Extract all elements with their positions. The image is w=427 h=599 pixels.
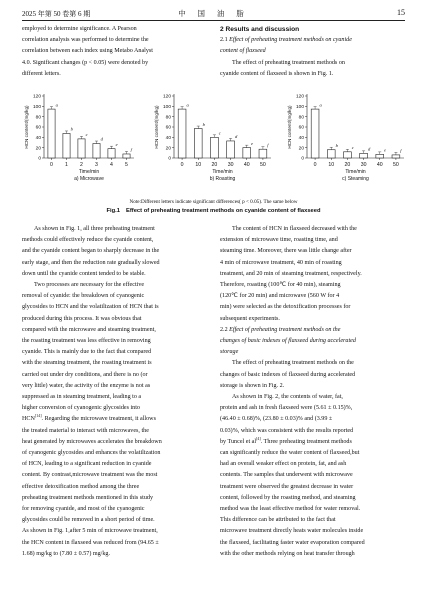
subsection-title-line: Effect of preheating treatment methods on cyanide	[229, 37, 352, 44]
text-line: methods could effectively reduce the cyanide content,	[22, 237, 154, 244]
text-line: with the steaming treatment, the roasting treatment is	[22, 360, 152, 367]
text-line: cyanide. This is mainly due to the fact that compared	[22, 349, 152, 356]
citation: [4]	[256, 435, 261, 441]
y-tick-label: 100	[32, 105, 41, 111]
text-line	[22, 414, 207, 425]
text-line: This difference can be attributed to the fact that	[220, 517, 336, 524]
right-body-text	[220, 224, 405, 560]
x-tick-label: 1	[65, 162, 68, 168]
text-line: As shown in Fig. 1,after 5 min of microwave treatment,	[22, 528, 158, 535]
x-tick-label: 50	[393, 162, 399, 168]
text-line: of HCN, leading to a significant reduction in cyanide	[22, 461, 152, 468]
text-line: The effect of preheating treatment methods on the	[232, 360, 354, 367]
text-line: higher conversion of cyanogenic glycosides into	[22, 405, 140, 412]
x-tick-label: 20	[211, 162, 218, 168]
significance-letter: b	[335, 142, 338, 148]
significance-letter: d	[100, 136, 103, 142]
x-tick-label: 0	[180, 162, 184, 168]
text-line: very little) water, the activity of the enzyme is not as	[22, 382, 151, 389]
text-line: produced during this process. It was obvious that	[22, 315, 142, 322]
bar	[327, 150, 335, 158]
text-line: employed to determine significance. A Pearson	[22, 26, 137, 32]
text-fragment: by Tuncel et al	[220, 438, 257, 445]
y-tick-label: 120	[295, 94, 304, 100]
text-line: for removing cyanide, and most of the cyanogenic	[22, 506, 145, 513]
bar-chart-roasting	[152, 90, 277, 198]
y-tick-label: 0	[38, 156, 41, 162]
significance-letter: f	[267, 142, 269, 148]
header-rule	[22, 20, 405, 21]
text-line: different letters.	[22, 70, 61, 77]
bar	[211, 137, 219, 158]
subsection-number: 2.1	[220, 37, 228, 44]
y-tick-label: 80	[165, 115, 171, 121]
text-fragment: HCN	[22, 416, 35, 423]
panel-label: b) Roasting	[209, 176, 236, 182]
panel-label: a) Microwave	[74, 176, 104, 182]
y-tick-label: 40	[165, 136, 171, 142]
page-header	[22, 6, 405, 20]
subsection-title-line: storage	[220, 349, 239, 356]
x-tick-label: 30	[360, 162, 367, 168]
text-line: the roasting treatment was less effective in removing	[22, 338, 151, 345]
text-line: removal of cyanide: the breakdown of cyanogenic	[22, 293, 145, 300]
bar	[93, 144, 100, 158]
figure-caption-text: Effect of preheating treatment methods on cyanide content of flaxseed	[125, 208, 321, 214]
text-line: effective detoxification method among the three	[22, 483, 140, 490]
bar	[48, 109, 55, 158]
x-axis-label: Time/min	[212, 169, 233, 175]
text-line: Therefore, roasting (100℃ for 40 min), steaming	[220, 282, 341, 289]
x-tick-label: 40	[376, 162, 383, 168]
x-axis-label: Time/min	[345, 169, 366, 175]
significance-letter: d	[367, 146, 371, 152]
bar	[243, 148, 251, 158]
text-line: carried out under dry conditions, and there is no (or	[22, 371, 148, 378]
text-line: down until the cyanide content tended to be stable.	[22, 270, 146, 277]
text-line: glycosides to HCN and the volatilization of HCN that is	[22, 304, 159, 311]
text-line: can significantly reduce the water content of flaxseed,but	[220, 450, 360, 457]
results-section	[220, 24, 405, 80]
text-line: the flaxseed, facilitating faster water evaporation compared	[220, 539, 365, 546]
x-tick-label: 50	[260, 162, 266, 168]
bar	[178, 109, 186, 158]
significance-letter: f	[130, 147, 132, 153]
significance-letter: d	[234, 134, 238, 140]
y-tick-label: 60	[298, 125, 304, 131]
bar	[392, 155, 400, 158]
bar	[344, 152, 352, 158]
y-tick-label: 20	[165, 146, 171, 152]
bar	[108, 149, 115, 158]
text-line: 1.68) mg/kg to (7.80 ± 0.57) mg/kg.	[22, 550, 110, 557]
text-line: compared with the microwave and steaming treatment,	[22, 326, 156, 333]
y-tick-label: 40	[298, 136, 304, 142]
x-tick-label: 10	[328, 162, 335, 168]
bar	[311, 109, 319, 158]
y-tick-label: 40	[35, 136, 41, 142]
subsection-title-line: Effect of preheating treatment methods on the	[229, 326, 341, 333]
y-axis-label: HCN content/(mg/kg)	[287, 105, 292, 149]
subsection-title-line: content of flaxseed	[220, 48, 266, 55]
figure-note: Note:Different letters indicate significant differences( p < 0.05). The same below	[129, 199, 298, 205]
x-tick-label: 0	[50, 162, 53, 168]
y-tick-label: 120	[162, 94, 171, 100]
text-line: content. By contrast,microwave treatment was the most	[22, 472, 158, 479]
significance-letter: e	[384, 147, 387, 153]
text-line: the treated material to interact with microwaves, the	[22, 427, 149, 434]
bar	[78, 139, 85, 158]
text-fragment: . Three preheating treatment methods	[260, 438, 352, 445]
significance-letter: b	[70, 126, 73, 132]
text-line: early stage, and then the reduction rate gradually slowed	[22, 259, 160, 266]
y-axis-label: HCN content/(mg/kg)	[154, 105, 159, 149]
significance-letter: c	[85, 132, 88, 138]
page-number: 15	[397, 8, 405, 17]
citation: [14]	[34, 413, 42, 419]
issue-label: 2025 年第 50 卷第 6 期	[22, 10, 91, 18]
significance-letter: e	[115, 141, 118, 147]
text-line: (46.40 ± 0.68)%, (23.80 ± 0.03)% and (3.99 ±	[220, 416, 333, 423]
bar	[63, 133, 70, 158]
text-line: contents. The samples that underwent with microwave	[220, 472, 353, 479]
bar	[360, 153, 368, 158]
x-tick-label: 20	[344, 162, 351, 168]
text-line: extension of microwave time, roasting time, and	[220, 237, 338, 244]
figure-panel-steaming	[285, 90, 410, 198]
bar	[194, 129, 202, 158]
panel-label: c) Steaming	[342, 176, 369, 182]
figure-panel-roasting	[152, 90, 277, 198]
text-line: 0.03)%, which was consistent with the results reported	[220, 427, 354, 434]
bar	[227, 141, 235, 158]
left-body-text	[22, 224, 207, 560]
y-tick-label: 80	[35, 115, 41, 121]
figure-caption	[22, 208, 405, 214]
significance-letter: c	[351, 145, 354, 150]
text-line: The effect of preheating treatment methods on	[232, 59, 345, 66]
text-line: of cyanogenic glycosides and enhances the volatilization	[22, 450, 161, 457]
y-tick-label: 0	[301, 156, 304, 162]
bar-chart-microwave	[22, 90, 140, 198]
text-line: Two processes are necessary for the effective	[34, 282, 145, 289]
y-tick-label: 100	[295, 105, 304, 111]
text-line: storage is shown in Fig. 2.	[220, 382, 285, 389]
text-line: 4 min of microwave treatment, 40 min of roasting	[220, 259, 342, 266]
y-tick-label: 60	[165, 125, 171, 131]
bar	[376, 154, 384, 158]
text-line: The content of HCN in flaxseed decreased with the	[232, 226, 357, 232]
x-axis-label: Time/min	[78, 169, 100, 175]
bar	[123, 154, 130, 158]
significance-letter: a	[319, 102, 322, 108]
text-line: glycosides could be removed in a short period of time.	[22, 517, 155, 524]
text-line: suppressed as in steaming treatment, leading to a	[22, 394, 142, 401]
y-tick-label: 120	[32, 94, 41, 100]
subsection-title	[220, 325, 405, 336]
figure-panel-microwave	[22, 90, 140, 198]
x-tick-label: 5	[125, 162, 128, 168]
x-tick-label: 30	[227, 162, 234, 168]
significance-letter: b	[202, 121, 205, 127]
text-line: cyanide content of flaxseed is shown in Fig. 1.	[220, 70, 334, 77]
x-tick-label: 40	[243, 162, 250, 168]
y-axis-label: HCN content/(mg/kg)	[24, 105, 29, 149]
text-line: preheating treatment methods mentioned in this study	[22, 494, 153, 501]
y-tick-label: 100	[162, 105, 171, 111]
text-line: subsequent experiments.	[220, 315, 280, 322]
x-tick-label: 4	[110, 162, 113, 168]
significance-letter: a	[186, 102, 189, 108]
text-line: min) were selected as the detoxification processes for	[220, 304, 351, 311]
text-line: had an overall weaker effect on protein, fat, and ash	[220, 461, 347, 468]
text-line: steaming time. Moreover, there was little change after	[220, 248, 352, 255]
significance-letter: a	[55, 102, 58, 108]
x-tick-label: 10	[195, 162, 202, 168]
bar	[259, 149, 267, 158]
text-line: microwave treatment directly heats water molecules inside	[220, 528, 364, 535]
text-line: 4.0. Significant changes (p < 0.05) were denoted by	[22, 59, 149, 66]
text-line: As shown in Fig. 2, the contents of water, fat,	[232, 394, 343, 401]
text-line: correlation analysis was performed to determine the	[22, 37, 149, 44]
y-tick-label: 0	[168, 156, 171, 162]
text-line: correlation between each index using Metabo Analyst	[22, 48, 153, 55]
journal-title: 中 国 油 脂	[178, 9, 249, 18]
y-tick-label: 20	[298, 146, 304, 152]
bar-chart-steaming	[285, 90, 410, 198]
text-fragment: . Regarding the microwave treatment, it allows	[41, 416, 156, 423]
significance-letter: f	[400, 148, 402, 154]
text-line: As shown in Fig. 1, all three preheating treatment	[34, 226, 155, 232]
text-line: heat generated by microwaves accelerates the breakdown	[22, 438, 162, 445]
text-line: the HCN content in flaxseed was reduced from (94.65 ±	[22, 539, 159, 546]
figure-number: Fig.1	[106, 208, 120, 214]
text-line: with the other methods relying on heat transfer through	[220, 550, 355, 557]
y-tick-label: 80	[298, 115, 304, 121]
section-heading: 2 Results and discussion	[220, 26, 300, 33]
subsection-title-line: changes of basic indexes of flaxseed during accelerated	[220, 338, 356, 345]
significance-letter: e	[251, 140, 254, 146]
significance-letter: c	[218, 130, 221, 136]
x-tick-label: 2	[80, 162, 83, 168]
subsection-title	[220, 35, 405, 46]
text-line: changes of basic indexes of flaxseed during accelerated	[220, 371, 356, 378]
text-line	[220, 437, 405, 448]
text-line: protein and ash in fresh flaxseed were (5.61 ± 0.15)%,	[220, 405, 353, 412]
x-tick-label: 0	[313, 162, 317, 168]
text-line: content, followed by the roasting method, and steaming	[220, 494, 356, 501]
text-line: and the cyanide content began to sharply decrease in the	[22, 248, 160, 255]
top-left-text	[22, 24, 207, 80]
text-line: treatment were observed the greatest decrease in water	[220, 483, 354, 490]
text-line: method was the least effective method for water removal.	[220, 506, 361, 513]
subsection-number: 2.2	[220, 326, 228, 333]
x-tick-label: 3	[95, 162, 98, 168]
text-line: treatment, and 20 min of steaming treatment, respectively.	[220, 270, 362, 277]
text-line: (120℃ for 20 min) and microwave (560 W for 4	[220, 293, 340, 300]
y-tick-label: 60	[35, 125, 41, 131]
y-tick-label: 20	[35, 146, 41, 152]
